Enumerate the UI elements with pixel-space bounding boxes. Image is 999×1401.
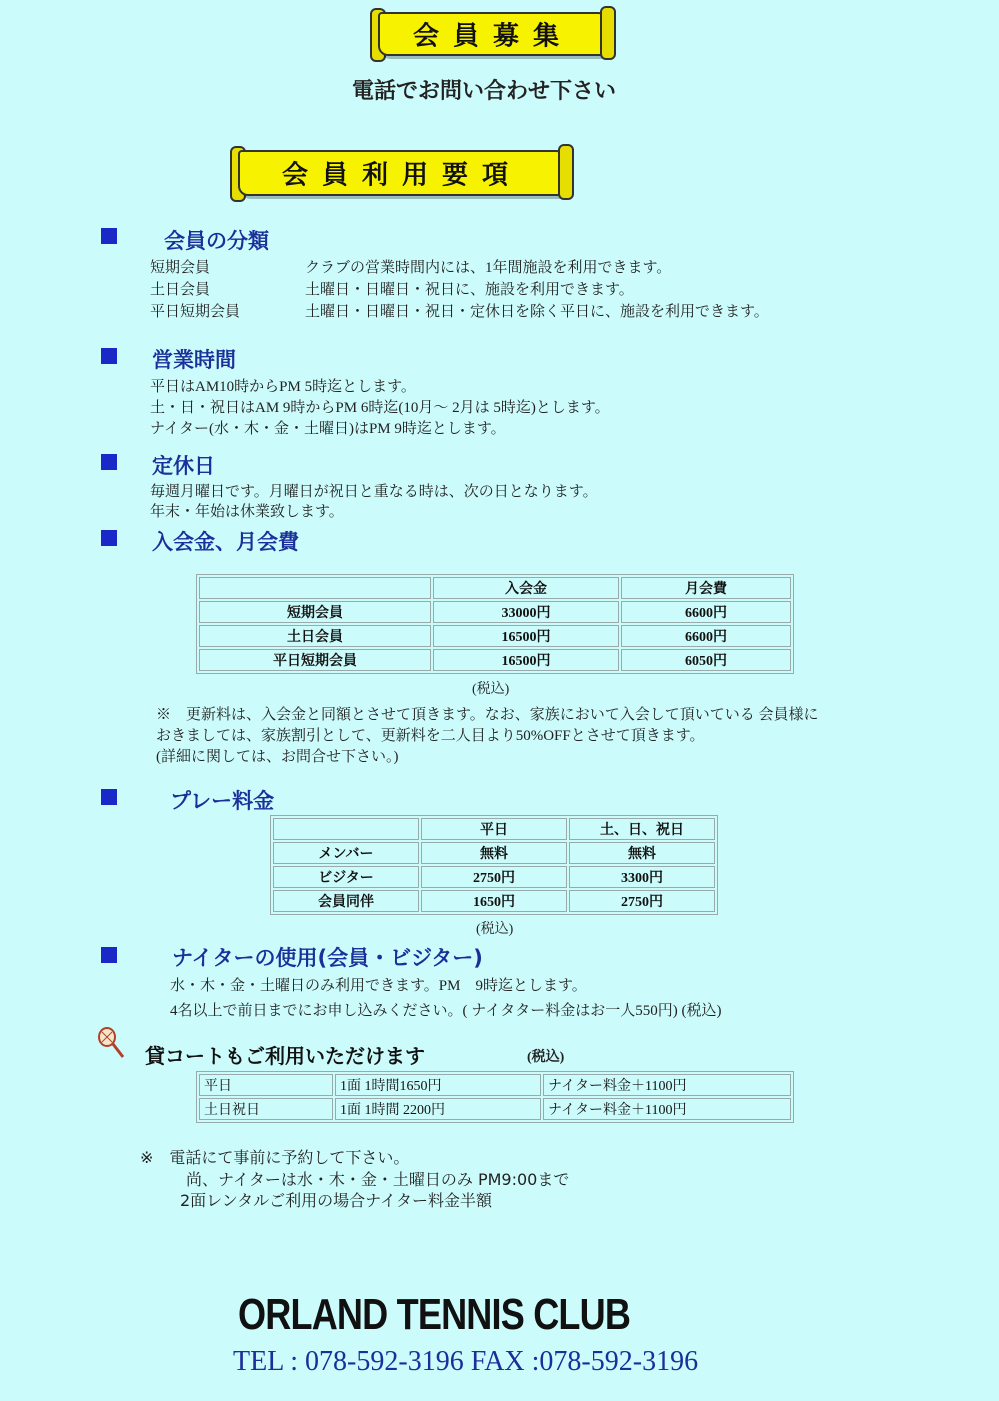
table-row (273, 866, 715, 888)
table-cell: 無料 (569, 842, 715, 864)
table-cell: 3300円 (569, 866, 715, 888)
table-row (273, 818, 715, 840)
contact-info: TEL : 078-592-3196 FAX :078-592-3196 (233, 1346, 699, 1377)
fees-tax-note: (税込) (472, 682, 510, 697)
rental-table (196, 1071, 794, 1123)
table-row (199, 625, 791, 647)
fees-heading: 入会金、月会費 (152, 530, 299, 554)
table-cell: ナイター料金＋1100円 (543, 1098, 791, 1120)
club-logo (238, 1290, 630, 1340)
table-cell: 6050円 (621, 649, 791, 671)
table-header: 入会金 (433, 577, 619, 599)
table-cell: 1面 1時間1650円 (335, 1074, 541, 1096)
class-name: 土日会員 (150, 282, 211, 298)
rental-note: 2面レンタルご利用の場合ナイター料金半額 (180, 1191, 493, 1210)
recruit-banner-title: 会員募集 (412, 21, 573, 52)
table-row (199, 601, 791, 623)
night-line: 4名以上で前日までにお申し込みください。( ナイタター料金はお一人550円) (税込) (170, 1003, 722, 1019)
table-cell: 2750円 (569, 890, 715, 912)
table-cell: 無料 (421, 842, 567, 864)
bullet-icon (101, 348, 117, 364)
table-cell: 6600円 (621, 601, 791, 623)
terms-banner-title: 会員利用要項 (281, 160, 522, 191)
table-cell: 平日 (199, 1074, 333, 1096)
table-row (199, 577, 791, 599)
hours-line: 平日はAM10時からPM 5時迄とします。 (150, 379, 416, 395)
table-cell: 16500円 (433, 625, 619, 647)
table-cell: 6600円 (621, 625, 791, 647)
logo-text: ORLAND TENNIS CLUB (238, 1290, 631, 1339)
table-row (199, 649, 791, 671)
night-line: 水・木・金・土曜日のみ利用できます。PM 9時迄とします。 (170, 978, 587, 994)
contact-prompt: 電話でお問い合わせ下さい (352, 79, 617, 104)
class-desc: クラブの営業時間内には、1年間施設を利用できます。 (305, 260, 672, 276)
hours-line: ナイター(水・木・金・土曜日)はPM 9時迄とします。 (150, 421, 506, 437)
table-cell: 1650円 (421, 890, 567, 912)
play-heading: プレー料金 (170, 789, 275, 813)
night-heading: ナイターの使用(会員・ビジター) (172, 946, 483, 970)
table-row (273, 890, 715, 912)
fees-table (196, 574, 794, 674)
bullet-icon (101, 228, 117, 244)
table-cell: ビジター (273, 866, 419, 888)
play-tax-note: (税込) (476, 922, 514, 937)
table-cell (273, 818, 419, 840)
class-name: 平日短期会員 (150, 304, 241, 320)
table-cell: 土日祝日 (199, 1098, 333, 1120)
table-row (199, 1098, 791, 1120)
rental-heading: 貸コートもご利用いただけます (145, 1044, 425, 1068)
rental-note: 尚、ナイターは水・木・金・土曜日のみ PM9:00まで (186, 1170, 570, 1189)
classification-heading: 会員の分類 (164, 229, 269, 253)
table-header: 月会費 (621, 577, 791, 599)
tennis-racket-icon (96, 1026, 126, 1060)
class-name: 短期会員 (150, 260, 211, 276)
table-cell: 33000円 (433, 601, 619, 623)
closed-line: 毎週月曜日です。月曜日が祝日と重なる時は、次の日となります。 (150, 484, 598, 500)
class-desc: 土曜日・日曜日・祝日・定休日を除く平日に、施設を利用できます。 (305, 304, 769, 320)
play-table (270, 815, 718, 915)
fees-note: おきましては、家族割引として、更新料を二人目より50%OFFとさせて頂きます。 (156, 728, 705, 744)
terms-banner (238, 150, 566, 196)
hours-line: 土・日・祝日はAM 9時からPM 6時迄(10月～ 2月は 5時迄)とします。 (150, 400, 610, 416)
table-cell: ナイター料金＋1100円 (543, 1074, 791, 1096)
table-row (199, 1074, 791, 1096)
table-cell: 会員同伴 (273, 890, 419, 912)
closed-line: 年末・年始は休業致します。 (150, 504, 344, 520)
class-desc: 土曜日・日曜日・祝日に、施設を利用できます。 (305, 282, 634, 298)
table-header: 土、日、祝日 (569, 818, 715, 840)
table-cell: 土日会員 (199, 625, 431, 647)
hours-heading: 営業時間 (152, 348, 236, 372)
bullet-icon (101, 947, 117, 963)
bullet-icon (101, 454, 117, 470)
fees-note: (詳細に関しては、お問合せ下さい。) (156, 749, 399, 765)
bullet-icon (101, 789, 117, 805)
table-cell: 平日短期会員 (199, 649, 431, 671)
table-header: 平日 (421, 818, 567, 840)
table-cell: 16500円 (433, 649, 619, 671)
table-cell: 短期会員 (199, 601, 431, 623)
fees-note: ※ 更新料は、入会金と同額とさせて頂きます。なお、家族において入会して頂いている 会員様に (156, 707, 819, 723)
table-cell: 1面 1時間 2200円 (335, 1098, 541, 1120)
table-row (273, 842, 715, 864)
bullet-icon (101, 530, 117, 546)
table-cell: 2750円 (421, 866, 567, 888)
table-cell: メンバー (273, 842, 419, 864)
table-cell (199, 577, 431, 599)
rental-tax-note: (税込) (527, 1050, 565, 1065)
closed-heading: 定休日 (152, 454, 215, 478)
rental-note: ※ 電話にて事前に予約して下さい。 (140, 1148, 410, 1167)
recruit-banner (378, 12, 608, 56)
